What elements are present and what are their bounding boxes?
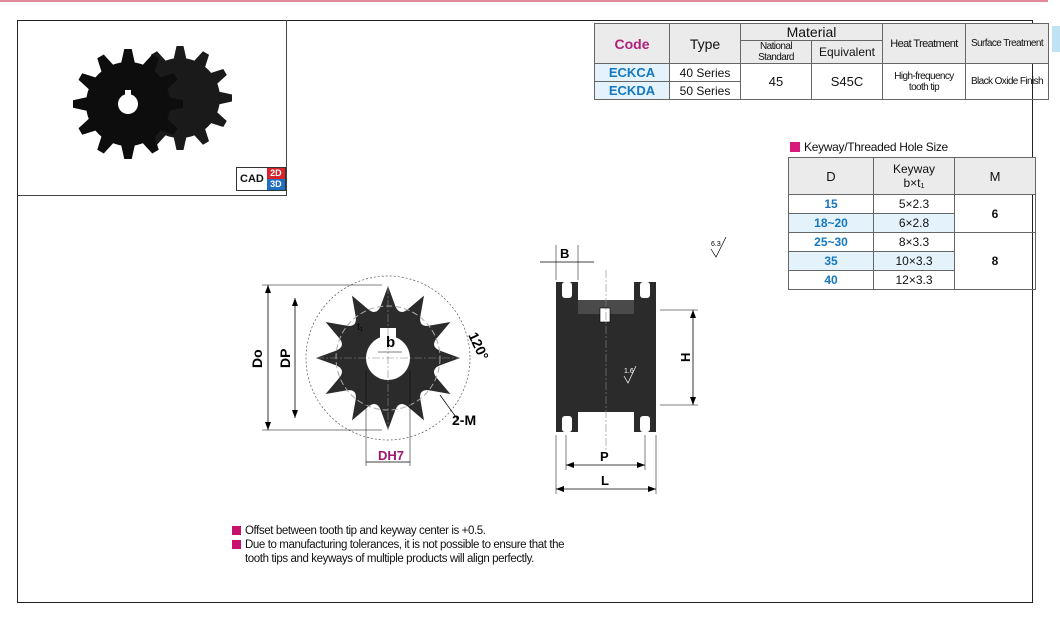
roughness-63: 6.3 bbox=[711, 241, 721, 248]
keyway-size-1: 6×2.8 bbox=[874, 214, 955, 233]
keyway-d-2: 25~30 bbox=[789, 233, 874, 252]
keyway-size-0: 5×2.3 bbox=[874, 195, 955, 214]
keyway-header-keyway-label: Keyway bbox=[892, 162, 936, 176]
front-view-sprocket bbox=[316, 286, 460, 430]
keyway-d-1: 18~20 bbox=[789, 214, 874, 233]
note-1 bbox=[232, 524, 564, 538]
label-dh7: DH7 bbox=[378, 448, 405, 463]
label-t1: t₁ bbox=[357, 322, 364, 333]
keyway-title-text: Keyway/Threaded Hole Size bbox=[804, 140, 948, 154]
type-cell-0: 40 Series bbox=[670, 64, 741, 82]
keyway-header-keyway-sub: b×t₁ bbox=[903, 176, 925, 190]
keyway-size-2: 8×3.3 bbox=[874, 233, 955, 252]
heat-treatment-header: Heat Treatment bbox=[883, 24, 966, 64]
keyway-d-3: 35 bbox=[789, 252, 874, 271]
note-2 bbox=[232, 538, 564, 552]
keyway-m-1: 8 bbox=[955, 233, 1036, 290]
cad-label: CAD bbox=[237, 168, 267, 190]
national-standard-cell: 45 bbox=[741, 64, 812, 100]
roughness-16: 1.6 bbox=[624, 368, 634, 375]
label-B: B bbox=[560, 246, 570, 261]
keyway-size-3: 10×3.3 bbox=[874, 252, 955, 271]
note-1-text: Offset between tooth tip and keyway center is +0.5. bbox=[245, 525, 486, 537]
notes bbox=[232, 524, 564, 566]
code-cell-0[interactable]: ECKCA bbox=[595, 64, 670, 82]
label-120: 120° bbox=[465, 329, 493, 363]
code-header: Code bbox=[595, 24, 670, 64]
note-2-text-line2: tooth tips and keyways of multiple products will align perfectly. bbox=[245, 553, 534, 565]
surface-treatment-header: Surface Treatment bbox=[966, 24, 1049, 64]
national-standard-header: National Standard bbox=[741, 41, 812, 64]
label-do: Do bbox=[249, 349, 265, 368]
cad-3d-label[interactable]: 3D bbox=[267, 179, 285, 190]
code-cell-1[interactable]: ECKDA bbox=[595, 82, 670, 100]
label-2m: 2-M bbox=[452, 412, 477, 428]
side-view bbox=[556, 270, 656, 450]
material-header: Material bbox=[741, 24, 883, 41]
label-L: L bbox=[601, 473, 609, 488]
equivalent-header: Equivalent bbox=[812, 41, 883, 64]
keyway-header-m: M bbox=[955, 158, 1036, 195]
label-dp: DP bbox=[277, 348, 293, 368]
equivalent-cell: S45C bbox=[812, 64, 883, 100]
label-P: P bbox=[600, 449, 609, 464]
note-marker-2-icon bbox=[232, 540, 241, 549]
type-cell-1: 50 Series bbox=[670, 82, 741, 100]
cad-2d-label[interactable]: 2D bbox=[267, 168, 285, 179]
keyway-d-4: 40 bbox=[789, 271, 874, 290]
note-2-text-line1: Due to manufacturing tolerances, it is not possible to ensure that the bbox=[245, 539, 565, 551]
label-H: H bbox=[678, 352, 693, 362]
heat-treatment-cell: High-frequency tooth tip bbox=[883, 64, 966, 100]
label-b: b bbox=[386, 334, 396, 351]
surface-treatment-cell: Black Oxide Finish bbox=[966, 64, 1049, 100]
keyway-header-d: D bbox=[789, 158, 874, 195]
keyway-m-0: 6 bbox=[955, 195, 1036, 233]
keyway-d-0: 15 bbox=[789, 195, 874, 214]
keyway-size-4: 12×3.3 bbox=[874, 271, 955, 290]
type-header: Type bbox=[670, 24, 741, 64]
note-marker-1-icon bbox=[232, 526, 241, 535]
